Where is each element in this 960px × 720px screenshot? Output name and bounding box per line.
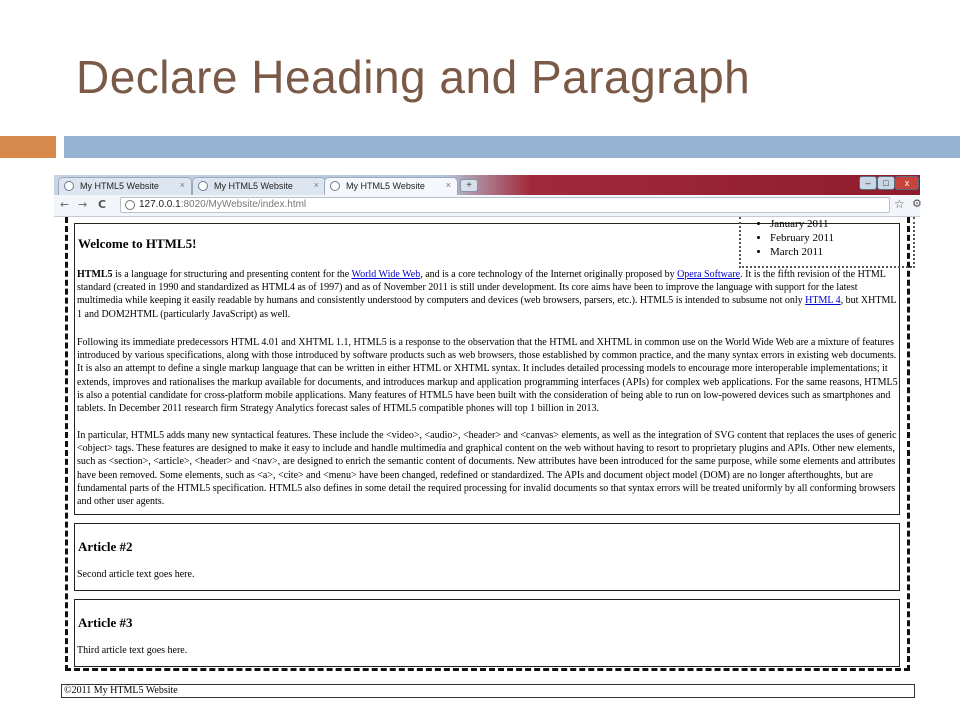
tab-bar bbox=[54, 175, 920, 195]
article-1-heading: Welcome to HTML5! bbox=[78, 236, 197, 251]
close-window-button[interactable]: x bbox=[895, 176, 919, 190]
url-host: 127.0.0.1 bbox=[139, 199, 181, 210]
archive-item: • March 2011 bbox=[770, 245, 913, 259]
tab-3-active[interactable] bbox=[324, 177, 458, 195]
globe-icon bbox=[125, 200, 135, 210]
article-1-paragraph-1 bbox=[77, 268, 899, 321]
article-3-text: Third article text goes here. bbox=[77, 645, 188, 656]
wrench-menu-icon[interactable]: ⚙ bbox=[912, 198, 922, 210]
page-favicon-icon bbox=[198, 181, 208, 191]
bookmark-star-icon[interactable]: ☆ bbox=[894, 197, 905, 211]
address-bar[interactable] bbox=[120, 197, 890, 213]
reload-icon[interactable]: C bbox=[98, 198, 107, 211]
tab-close-icon[interactable]: × bbox=[313, 180, 319, 190]
archive-aside bbox=[739, 217, 915, 268]
tab-label: My HTML5 Website bbox=[214, 181, 293, 191]
page-footer: ©2011 My HTML5 Website bbox=[61, 684, 915, 698]
browser-window bbox=[54, 175, 920, 705]
maximize-button[interactable]: □ bbox=[877, 176, 895, 190]
article-2-text: Second article text goes here. bbox=[77, 569, 195, 580]
accent-bar-blue bbox=[64, 136, 960, 158]
archive-item: • February 2011 bbox=[770, 231, 913, 245]
text-run: , but XHTML 1 and DOM2HTML (particularly JavaScript) as well. bbox=[77, 295, 897, 320]
tab-label: My HTML5 Website bbox=[346, 181, 425, 191]
article-1-paragraph-3: In particular, HTML5 adds many new syntactical features. These include the <video>, <audio>, <header> and <canvas> elements, as well as the integration of SVG content that replaces the uses of generic <object> tags. These features are designed to make it easy to include and handle multimedia and graphical content on the web without having to resort to proprietary plugins and APIs. Other new elements, such as <section>, <article>, <header> and <nav>, are designed to enrich the semantic content of documents. New attributes have been introduced for the same purpose, while some elements and attributes have been removed. Some elements, such as <a>, <cite> and <menu> have been changed, redefined or standardized. The APIs and document object model (DOM) are no longer afterthoughts, but are fundamental parts of the HTML5 specification. HTML5 also defines in some detail the required processing for invalid documents so that syntax errors will be treated uniformly by all conforming browsers and other user agents. bbox=[77, 430, 897, 508]
archive-list bbox=[741, 217, 913, 259]
tab-2[interactable] bbox=[192, 177, 326, 195]
link-opera-software[interactable]: Opera Software bbox=[677, 269, 741, 280]
tab-close-icon[interactable]: × bbox=[445, 180, 451, 190]
minimize-button[interactable]: – bbox=[859, 176, 877, 190]
page-viewport bbox=[54, 217, 920, 705]
article-3-heading: Article #3 bbox=[78, 615, 133, 630]
tab-close-icon[interactable]: × bbox=[179, 180, 185, 190]
new-tab-button[interactable]: + bbox=[460, 179, 478, 192]
slide-title: Declare Heading and Paragraph bbox=[76, 51, 751, 103]
page-favicon-icon bbox=[64, 181, 74, 191]
link-html4[interactable]: HTML 4 bbox=[805, 295, 841, 307]
article-1-paragraph-2: Following its immediate predecessors HTML 4.01 and XHTML 1.1, HTML5 is a response to the observation that the HTML and XHTML in common use on the World Wide Web are a mixture of features introduced by various specifications, along with those introduced by software products such as web browsers, those established by common practice, and the many syntax errors in existing web documents. It is also an attempt to define a single markup language that can be written in either HTML or XHTML syntax. It includes detailed processing models to encourage more interoperable implementations; it extends, improves and rationalises the markup available for documents, and introduces markup and application programming interfaces (APIs) for complex web applications. For the same reasons, HTML5 is also a potential candidate for cross-platform mobile applications. Many features of HTML5 have been built with the consideration of being able to run on low-powered devices such as smartphones and tablets. In December 2011 research firm Strategy Analytics forecast sales of HTML5 compatible phones will top 1 billion in 2013. bbox=[77, 337, 898, 415]
article-2-heading: Article #2 bbox=[78, 539, 133, 554]
text-run: , and is a core technology of the Internet originally proposed by bbox=[420, 269, 678, 280]
text-run: is a language for structuring and presenting content for the bbox=[112, 269, 352, 280]
article-3 bbox=[74, 599, 900, 667]
accent-bar-orange bbox=[0, 136, 56, 158]
archive-item: • January 2011 bbox=[770, 217, 913, 231]
html5-bold: HTML5 bbox=[77, 269, 113, 280]
article-2 bbox=[74, 523, 900, 591]
tab-1[interactable] bbox=[58, 177, 192, 195]
link-world-wide-web[interactable]: World Wide Web bbox=[351, 269, 421, 280]
forward-arrow-icon[interactable]: → bbox=[78, 198, 88, 211]
url-path: :8020/MyWebsite/index.html bbox=[180, 199, 307, 210]
tab-label: My HTML5 Website bbox=[80, 181, 159, 191]
page-favicon-icon bbox=[330, 181, 340, 191]
back-arrow-icon[interactable]: ← bbox=[60, 198, 70, 211]
text-run: . It is the fifth revision of the HTML standard (created in 1990 and standardized as HTML4 as of 1997) and as of November 2011 is still under development. Its core aims have been to improve the language with support for the latest multimedia while keeping it easily readable by humans and consistently understood by computers and devices (web browsers, parsers, etc.). HTML5 is intended to subsume not only bbox=[77, 269, 886, 307]
browser-toolbar bbox=[54, 195, 920, 217]
